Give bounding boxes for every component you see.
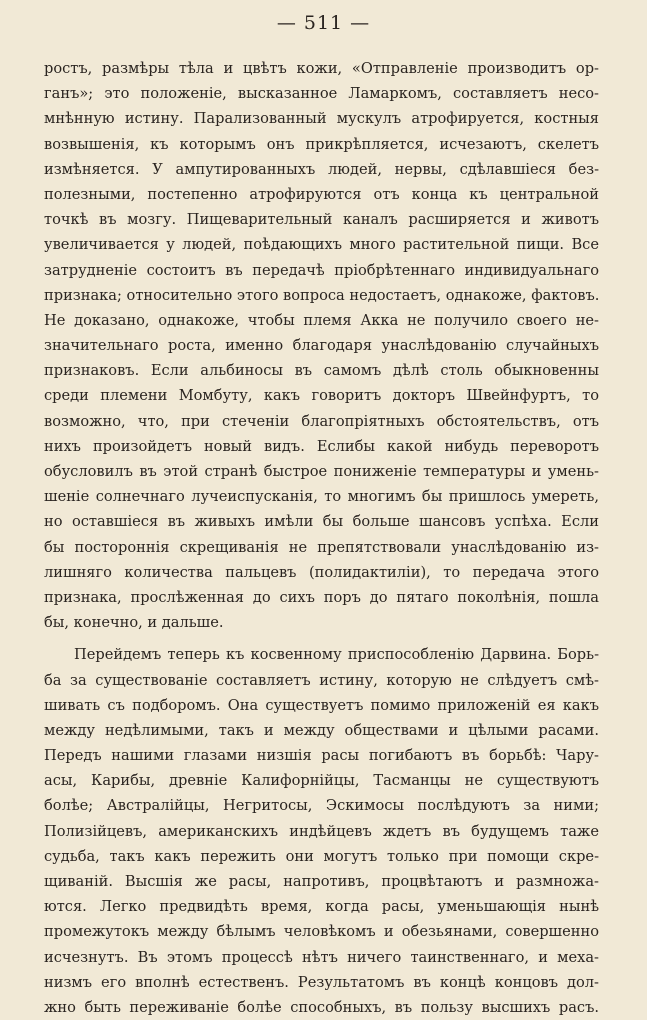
- text-line: затрудненіе состоитъ въ передачѣ пріобрѣтеннаго индивидуальнаго: [44, 261, 599, 279]
- text-line: измѣняется. У ампутированныхъ людей, нервы, сдѣлавшіеся без-: [44, 160, 599, 178]
- text-line: но оставшіеся въ живыхъ имѣли бы больше шансовъ успѣха. Если: [44, 513, 599, 531]
- text-line: Полизійцевъ, американскихъ индѣйцевъ ждетъ въ будущемъ таже: [44, 822, 599, 840]
- text-line: ростъ, размѣры тѣла и цвѣтъ кожи, «Отправленіе производитъ ор-: [44, 60, 599, 77]
- text-line: ются. Легко предвидѣть время, когда расы, уменьшающія нынѣ: [44, 898, 599, 916]
- text-line: жно быть переживаніе болѣе способныхъ, въ пользу высшихъ расъ.: [44, 998, 599, 1016]
- text-line: признаковъ. Если альбиносы въ самомъ дѣлѣ столь обыкновенны: [44, 362, 599, 380]
- text-line: возвышенія, къ которымъ онъ прикрѣпляется, исчезаютъ, скелетъ: [44, 135, 599, 153]
- text-line: Перейдемъ теперь къ косвенному приспособленію Дарвина. Борь-: [74, 646, 599, 664]
- text-line: щиваній. Высшія же расы, напротивъ, процвѣтаютъ и размножа-: [44, 873, 599, 890]
- text-line: ганъ»; это положеніе, высказанное Ламаркомъ, составляетъ несо-: [44, 85, 599, 103]
- text-line: возможно, что, при стеченіи благопріятныхъ обстоятельствъ, отъ: [44, 412, 599, 430]
- text-line: исчезнутъ. Въ этомъ процессѣ нѣтъ ничего таинственнаго, и меха-: [44, 948, 599, 966]
- text-line: значительнаго роста, именно благодаря унаслѣдованію случайныхъ: [44, 337, 599, 355]
- text-line: ба за существованіе составляетъ истину, которую не слѣдуетъ смѣ-: [44, 671, 599, 689]
- text-line: бы, конечно, и дальше.: [44, 614, 224, 632]
- text-line: Не доказано, однакоже, чтобы племя Акка не получило своего не-: [44, 311, 599, 329]
- text-line: лишняго количества пальцевъ (полидактиліи), то передача этого: [44, 563, 599, 581]
- text-line: среди племени Момбуту, какъ говоритъ докторъ Швейнфуртъ, то: [44, 387, 599, 405]
- paragraph-2: [44, 642, 599, 1020]
- text-line: увеличивается у людей, поѣдающихъ много растительной пищи. Все: [44, 236, 599, 254]
- text-line: болѣе; Австралійцы, Негритосы, Эскимосы послѣдуютъ за ними;: [44, 797, 599, 815]
- text-line: низмъ его вполнѣ естественъ. Результатомъ въ концѣ концовъ дол-: [44, 973, 599, 991]
- text-line: бы постороннія скрещиванія не препятствовали унаслѣдованію из-: [44, 538, 599, 556]
- text-line: обусловилъ въ этой странѣ быстрое пониженіе температуры и умень-: [44, 463, 599, 480]
- text-line: асы, Карибы, древніе Калифорнійцы, Тасманцы не существуютъ: [44, 772, 599, 790]
- text-line: точкѣ въ мозгу. Пищеварительный каналъ расширяется и животъ: [44, 211, 599, 229]
- text-line: признака, прослѣженная до сихъ поръ до пятаго поколѣнія, пошла: [44, 588, 599, 606]
- text-line: полезными, постепенно атрофируются отъ конца къ центральной: [44, 185, 599, 203]
- text-line: промежутокъ между бѣлымъ человѣкомъ и обезьянами, совершенно: [44, 923, 599, 941]
- text-line: судьба, такъ какъ пережить они могутъ только при помощи скре-: [44, 847, 599, 865]
- text-line: шеніе солнечнаго лучеиспусканія, то многимъ бы пришлось умереть,: [44, 488, 599, 506]
- text-line: между недѣлимыми, такъ и между обществами и цѣлыми расами.: [44, 721, 599, 739]
- paragraph-gap: [44, 635, 599, 642]
- text-line: Передъ нашими глазами низшія расы погибаютъ въ борьбѣ: Чару-: [44, 747, 599, 765]
- text-body: [44, 56, 599, 1020]
- text-line: шивать съ подборомъ. Она существуетъ помимо приложеній ея какъ: [44, 696, 599, 714]
- page-number: — 511 —: [276, 12, 371, 34]
- text-line: нихъ произойдетъ новый видъ. Еслибы какой нибудь переворотъ: [44, 437, 599, 455]
- text-line: признака; относительно этого вопроса недостаетъ, однакоже, фактовъ.: [44, 286, 599, 304]
- paragraph-1: [44, 56, 599, 635]
- text-line: мнѣнную истину. Парализованный мускулъ атрофируется, костныя: [44, 110, 599, 128]
